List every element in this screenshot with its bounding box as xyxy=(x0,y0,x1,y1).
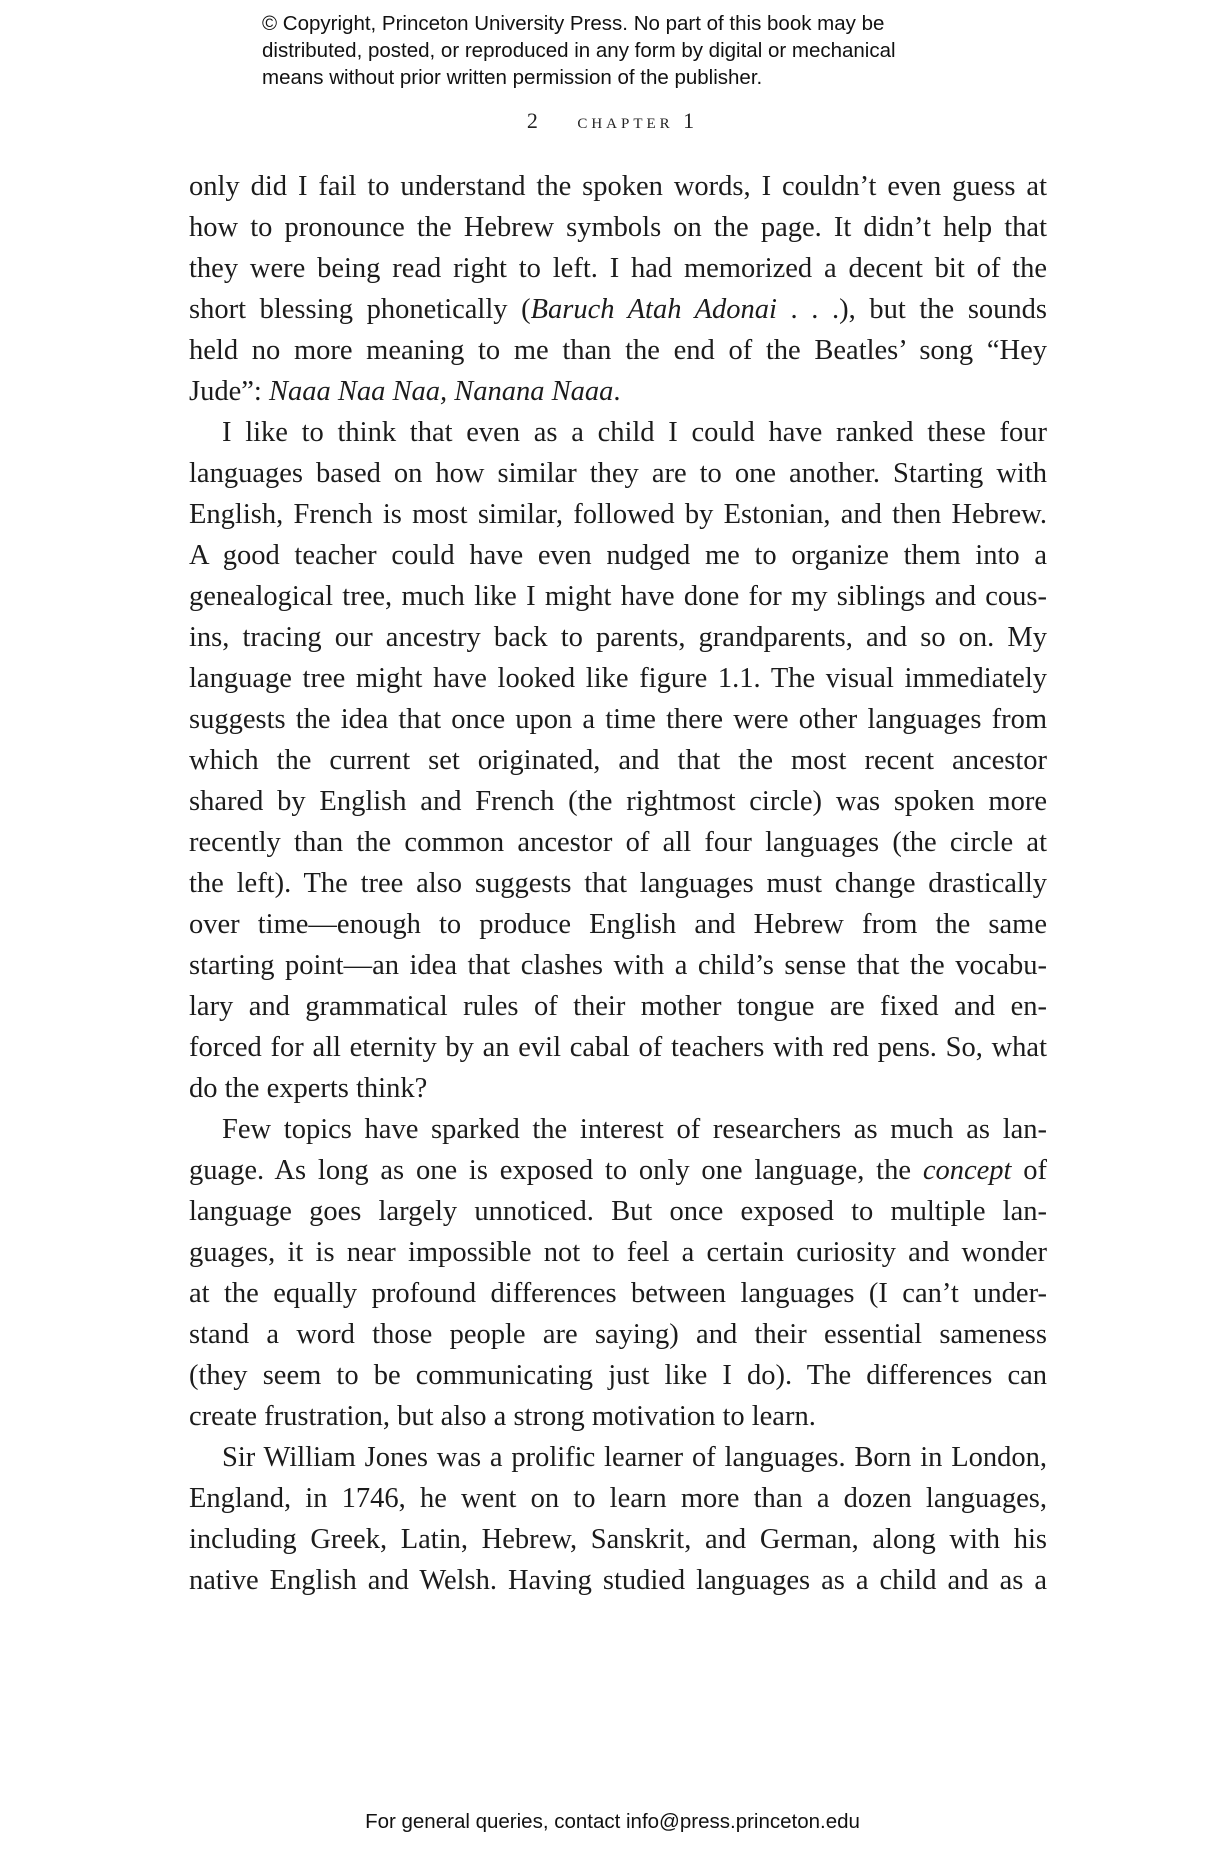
copyright-line: © Copyright, Princeton University Press. No part of this book may be xyxy=(262,12,885,35)
text-line: I like to think that even as a child I could have ranked these four xyxy=(222,417,1047,448)
copyright-line: means without prior written permission of the publisher. xyxy=(262,66,763,89)
text-line: which the current set originated, and that the most recent ancestor xyxy=(189,745,1047,776)
text-line: starting point—an idea that clashes with a child’s sense that the vocabu- xyxy=(189,950,1047,981)
text-line: suggests the idea that once upon a time there were other languages from xyxy=(189,704,1047,735)
page-number: 2 xyxy=(526,108,541,133)
text-line: languages based on how similar they are to one another. Starting with xyxy=(189,458,1047,489)
italic-text: concept xyxy=(922,1155,1012,1186)
italic-text: Naaa Naa Naa, Nanana Naaa xyxy=(268,376,614,407)
text-line: A good teacher could have even nudged me to organize them into a xyxy=(189,540,1047,571)
text-run: guage. As long as one is exposed to only one language, the xyxy=(189,1155,923,1186)
italic-text: Baruch Atah Adonai xyxy=(530,294,777,325)
text-run: . xyxy=(613,376,621,407)
footer-contact: For general queries, contact info@press.princeton.edu xyxy=(365,1810,860,1833)
text-line: do the experts think? xyxy=(189,1073,428,1104)
text-line: recently than the common ancestor of all four languages (the circle at xyxy=(189,827,1047,858)
text-line: England, in 1746, he went on to learn more than a dozen languages, xyxy=(189,1483,1047,1514)
text-line: shared by English and French (the rightmost circle) was spoken more xyxy=(189,786,1047,817)
copyright-line: distributed, posted, or reproduced in any form by digital or mechanical xyxy=(262,39,896,62)
chapter-label: chapter 1 xyxy=(577,108,699,133)
text-line: Sir William Jones was a prolific learner of languages. Born in London, xyxy=(222,1442,1047,1473)
text-line: including Greek, Latin, Hebrew, Sanskrit, and German, along with his xyxy=(189,1524,1047,1555)
text-line: over time—enough to produce English and Hebrew from the same xyxy=(189,909,1047,940)
text-line xyxy=(189,1150,1047,1191)
text-line: create frustration, but also a strong motivation to learn. xyxy=(189,1401,816,1432)
text-line: forced for all eternity by an evil cabal of teachers with red pens. So, what xyxy=(189,1032,1047,1063)
text-line: only did I fail to understand the spoken words, I couldn’t even guess at xyxy=(189,171,1047,202)
running-head xyxy=(0,108,1225,134)
text-line: genealogical tree, much like I might have done for my siblings and cous- xyxy=(189,581,1047,612)
text-line: ins, tracing our ancestry back to parents, grandparents, and so on. My xyxy=(189,622,1047,653)
text-line: held no more meaning to me than the end of the Beatles’ song “Hey xyxy=(189,335,1047,366)
text-line xyxy=(189,371,1047,412)
text-line: language goes largely unnoticed. But once exposed to multiple lan- xyxy=(189,1196,1047,1227)
text-line: stand a word those people are saying) and their essential sameness xyxy=(189,1319,1047,1350)
text-line: Few topics have sparked the interest of researchers as much as lan- xyxy=(222,1114,1047,1145)
copyright-notice xyxy=(262,10,1022,91)
text-line: at the equally profound differences between languages (I can’t under- xyxy=(189,1278,1047,1309)
text-run: . . .), but the sounds xyxy=(776,294,1048,325)
text-line: language tree might have looked like figure 1.1. The visual immediately xyxy=(189,663,1047,694)
text-line: how to pronounce the Hebrew symbols on the page. It didn’t help that xyxy=(189,212,1047,243)
text-line: lary and grammatical rules of their mother tongue are fixed and en- xyxy=(189,991,1047,1022)
text-line: they were being read right to left. I had memorized a decent bit of the xyxy=(189,253,1047,284)
body-text xyxy=(189,166,1047,1601)
text-run: of xyxy=(1011,1155,1047,1186)
text-run: Jude”: xyxy=(189,376,269,407)
text-line: (they seem to be communicating just like I do). The differences can xyxy=(189,1360,1047,1391)
text-run: short blessing phonetically ( xyxy=(189,294,531,325)
text-line: English, French is most similar, followed by Estonian, and then Hebrew. xyxy=(189,499,1047,530)
text-line: guages, it is near impossible not to feel a certain curiosity and wonder xyxy=(189,1237,1047,1268)
text-line: native English and Welsh. Having studied languages as a child and as a xyxy=(189,1565,1047,1596)
text-line: the left). The tree also suggests that languages must change drastically xyxy=(189,868,1047,899)
text-line xyxy=(189,289,1047,330)
